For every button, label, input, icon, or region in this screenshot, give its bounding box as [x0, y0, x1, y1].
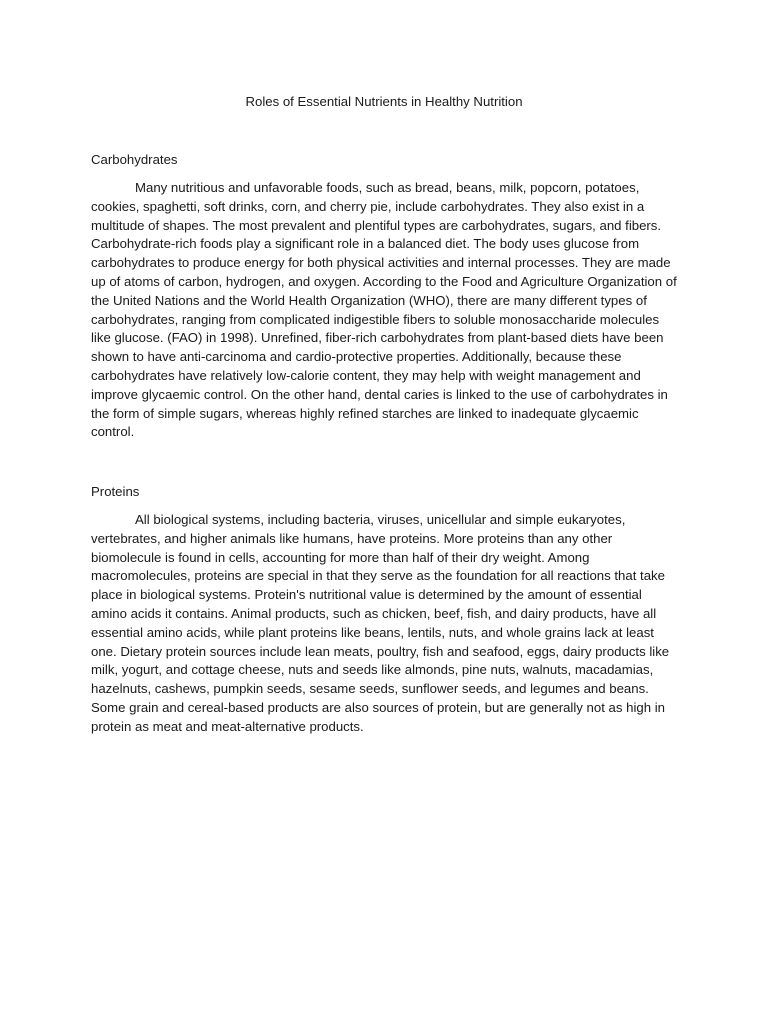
section-body-proteins: All biological systems, including bacteria, viruses, unicellular and simple eukaryotes, vertebrates, and higher animals like humans, have proteins. More proteins than any other biomolecule is found in cells, accounting for more than half of their dry weight. Among macromolecules, proteins are special in that they serve as the foundation for all reactions that take place in biological systems. Protein's nutritional value is determined by the amount of essential amino acids it contains. Animal products, such as chicken, beef, fish, and dairy products, have all essential amino acids, while plant proteins like beans, lentils, nuts, and whole grains lack at least one. Dietary protein sources include lean meats, poultry, fish and seafood, eggs, dairy products like milk, yogurt, and cottage cheese, nuts and seeds like almonds, pine nuts, walnuts, macadamias, hazelnuts, cashews, pumpkin seeds, sesame seeds, sunflower seeds, and legumes and beans. Some grain and cereal-based products are also sources of protein, but are generally not as high in protein as meat and meat-alternative products. [91, 512, 670, 734]
document-title: Roles of Essential Nutrients in Healthy Nutrition [245, 94, 523, 109]
section-body-carbohydrates: Many nutritious and unfavorable foods, such as bread, beans, milk, popcorn, potatoes, cookies, spaghetti, soft drinks, corn, and cherry pie, include carbohydrates. They also exist in a multitude of shapes. The most prevalent and plentiful types are carbohydrates, sugars, and fibers. Carbohydrate-rich foods play a significant role in a balanced diet. The body uses glucose from carbohydrates to produce energy for both physical activities and internal processes. They are made up of atoms of carbon, hydrogen, and oxygen. According to the Food and Agriculture Organization of the United Nations and the World Health Organization (WHO), there are many different types of carbohydrates, ranging from complicated indigestible fibers to soluble monosaccharide molecules like glucose. (FAO) in 1998). Unrefined, fiber-rich carbohydrates from plant-based diets have been shown to have anti-carcinoma and cardio-protective properties. Additionally, because these carbohydrates have relatively low-calorie content, they may help with weight management and improve glycaemic control. On the other hand, dental caries is linked to the use of carbohydrates in the form of simple sugars, whereas highly refined starches are linked to inadequate glycaemic control. [91, 180, 677, 440]
section-heading-proteins: Proteins [91, 484, 140, 499]
section-heading-carbohydrates: Carbohydrates [91, 152, 178, 167]
